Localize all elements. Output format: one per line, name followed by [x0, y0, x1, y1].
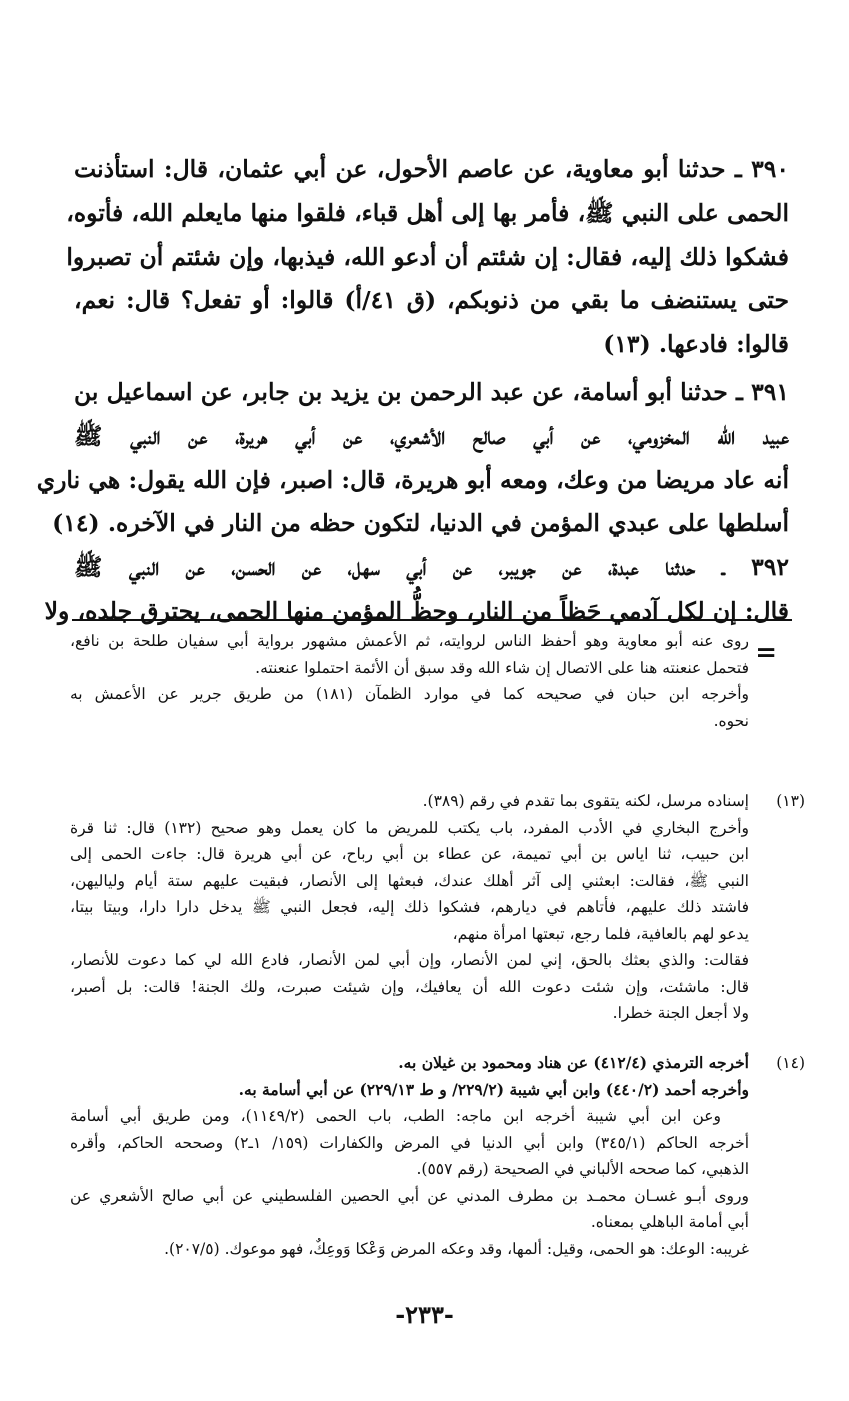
text-line: ٣٩٢ ـ حدثنا عبدة، عن جويبر، عن أبي سهل، عن الحسن، عن النبي ﷺ — [74, 553, 789, 582]
text-line: حتى يستنضف ما بقي من ذنوبكم، (ق ٤١/أ) قالوا: أو تفعل؟ قال: نعم، — [74, 286, 789, 315]
text-line: ٣٩٠ ـ حدثنا أبو معاوية، عن عاصم الأحول، عن أبي عثمان، قال: استأذنت — [74, 155, 789, 183]
text-line: أنه عاد مريضا من وعك، ومعه أبو هريرة، قال: اصبر، فإن الله يقول: هي ناري — [36, 465, 789, 494]
footnote-13 — [70, 788, 805, 1027]
footnote-line: أخرجه الترمذي (٤١٢/٤) عن هناد ومحمود بن غيلان به. — [398, 1053, 749, 1072]
footnote-line: ولا أجعل الجنة خطرا. — [612, 1004, 749, 1022]
footnote-line: فتحمل عنعنته هنا على الاتصال إن شاء الله وقد سبق أن الأئمة احتملوا عنعنته. — [255, 658, 749, 677]
footnote-continuation — [70, 628, 749, 734]
text-line: فشكوا ذلك إليه، فقال: إن شئتم أن أدعو الله، فيذبها، وإن شئتم أن تصبروا — [66, 242, 789, 271]
footnote-line: وأخرجه ابن حبان في صحيحه كما في موارد الظمآن (١٨١) من طريق جرير عن الأعمش به — [70, 685, 749, 703]
footnote-14 — [70, 1050, 805, 1262]
footnote-line: قال: ماشئت، وإن شئت دعوت الله أن يعافيك، وإن شيئت صبرت، ولك الجنة! قالت: بل أصبر، — [70, 977, 749, 996]
footnote-line: أخرجه الحاكم (٣٤٥/١) وابن أبي الدنيا في المرض والكفارات (١٥٩/ ١ـ٢) وصححه الحاكم، وأقره — [70, 1133, 750, 1152]
text-line: ٣٩١ ـ حدثنا أبو أسامة، عن عبد الرحمن بن يزيد بن جابر، عن اسماعيل بن — [74, 377, 789, 406]
footnote-line: وأخرجه أحمد (٤٤٠/٢) وابن أبي شيبة (٢٢٩/٢/ و ط ٢٢٩/١٣) عن أبي أسامة به. — [238, 1079, 749, 1099]
text-line: عبيد الله المخزومي، عن أبي صالح الأشعري، عن أبي هريرة، عن النبي ﷺ — [74, 421, 789, 450]
footnote-line: ابن حبيب، ثنا اياس بن أبي تميمة، عن عطاء بن أبي رباح، عن أبي هريرة قال: جاءت الحمى إلى — [70, 845, 749, 863]
footnote-line: وروى أبـو غسـان محمـد بن مطرف المدني عن أبي الحصين الفلسطيني عن أبي صالح الأشعري عن — [70, 1186, 749, 1205]
hadith-390 — [66, 148, 789, 367]
footnote-line: إسناده مرسل، لكنه يتقوى بما تقدم في رقم (٣٨٩). — [422, 792, 749, 810]
footnote-line: أبي أمامة الباهلي بمعناه. — [590, 1213, 749, 1231]
text-line: أسلطها على عبدي المؤمن في الدنيا، لتكون حظه من النار في الآخره. (١٤) — [52, 509, 789, 538]
main-text — [36, 148, 789, 634]
footnote-line: فاشتد ذلك عليهم، فأتاهم في ديارهم، فشكوا ذلك إليه، فجعل النبي ﷺ يدخل دارا دارا، وبيتا بيتا، — [70, 898, 749, 916]
continuation-mark: = — [755, 638, 777, 668]
footnote-line: روى عنه أبو معاوية وهو أحفظ الناس لروايته، ثم الأعمش مشهور برواية أبي سفيان طلحة بن نافع، — [70, 632, 749, 650]
footnote-line: النبي ﷺ، فقالت: ابعثني إلى آثر أهلك عندك، فبعثها إلى الأنصار، فبقيت عليهم ستة أيام ولياليهن، — [70, 871, 749, 890]
hadith-391 — [36, 371, 789, 546]
footnote-line: وأخرج البخاري في الأدب المفرد، باب يكتب للمريض ما كان يعمل وهو صحيح (١٣٢) قال: ثنا قرة — [70, 818, 749, 837]
footnote-line: فقالت: والذي بعثك بالحق، إني لمن الأنصار، وإن أبي لمن الأنصار، فادع الله لي كما دعوت للأنصار، — [70, 951, 749, 969]
footnote-number: (١٤) — [776, 1054, 805, 1072]
footnote-line: وعن ابن أبي شيبة أخرجه ابن ماجه: الطب، باب الحمى (١١٤٩/٢)، ومن طريق أبي أسامة — [70, 1107, 721, 1125]
footnote-line: غريبه: الوعك: هو الحمى، وقيل: ألمها، وقد وعكه المرض وَعْكا وَوعِكٌ، فهو موعوك. (٢٠٧/٥). — [164, 1239, 749, 1258]
page-number: -٢٣٣- — [395, 1300, 454, 1329]
footnote-divider — [72, 619, 792, 621]
text-line: الحمى على النبي ﷺ، فأمر بها إلى أهل قباء، فلقوا منها مايعلم الله، فأتوه، — [66, 198, 789, 227]
text-line: قال: إن لكل آدمي حَظاً من النار، وحظُّ المؤمن منها الحمى، يحترق جلده، ولا — [44, 596, 789, 625]
footnote-line: نحوه. — [713, 711, 749, 730]
footnote-number: (١٣) — [776, 792, 805, 810]
footnote-line: يدعو لهم بالعافية، فلما رجع، تبعتها امرأة منهم، — [452, 924, 749, 943]
text-line: قالوا: فادعها. (١٣) — [603, 330, 789, 359]
footnote-line: الذهبي، كما صححه الألباني في الصحيحة (رقم ٥٥٧). — [416, 1160, 749, 1178]
